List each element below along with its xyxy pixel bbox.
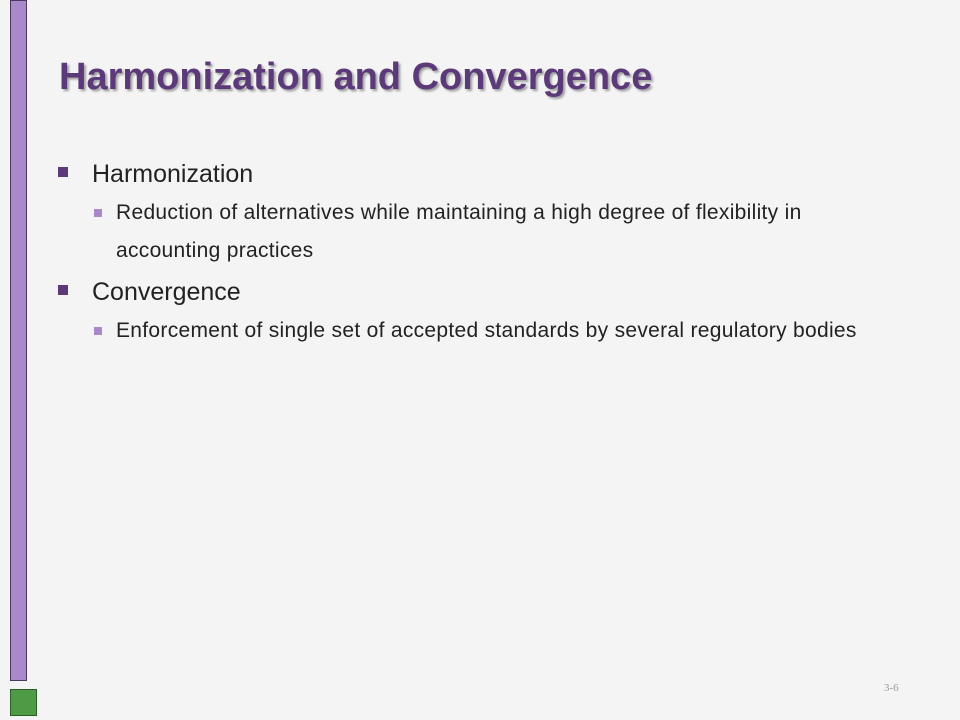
sub-bullet-text: Enforcement of single set of accepted standards by several regulatory bodies: [116, 319, 857, 342]
square-bullet-icon: [58, 167, 68, 177]
bullet-item: [58, 158, 888, 190]
square-bullet-icon: [94, 327, 102, 335]
page-number: 3-6: [884, 682, 899, 694]
accent-bar: [10, 0, 27, 681]
sub-bullet-item: [58, 312, 888, 350]
square-bullet-icon: [58, 285, 68, 295]
accent-square: [10, 689, 37, 716]
bullet-heading: Convergence: [92, 278, 241, 306]
slide-title: Harmonization and Convergence: [59, 56, 653, 98]
bullet-item: [58, 276, 888, 308]
bullet-heading: Harmonization: [92, 160, 254, 188]
sub-bullet-item: [58, 194, 888, 270]
square-bullet-icon: [94, 209, 102, 217]
sub-bullet-text: Reduction of alternatives while maintaining a high degree of flexibility in accounting practices: [116, 201, 802, 262]
bullet-list: [58, 158, 888, 350]
